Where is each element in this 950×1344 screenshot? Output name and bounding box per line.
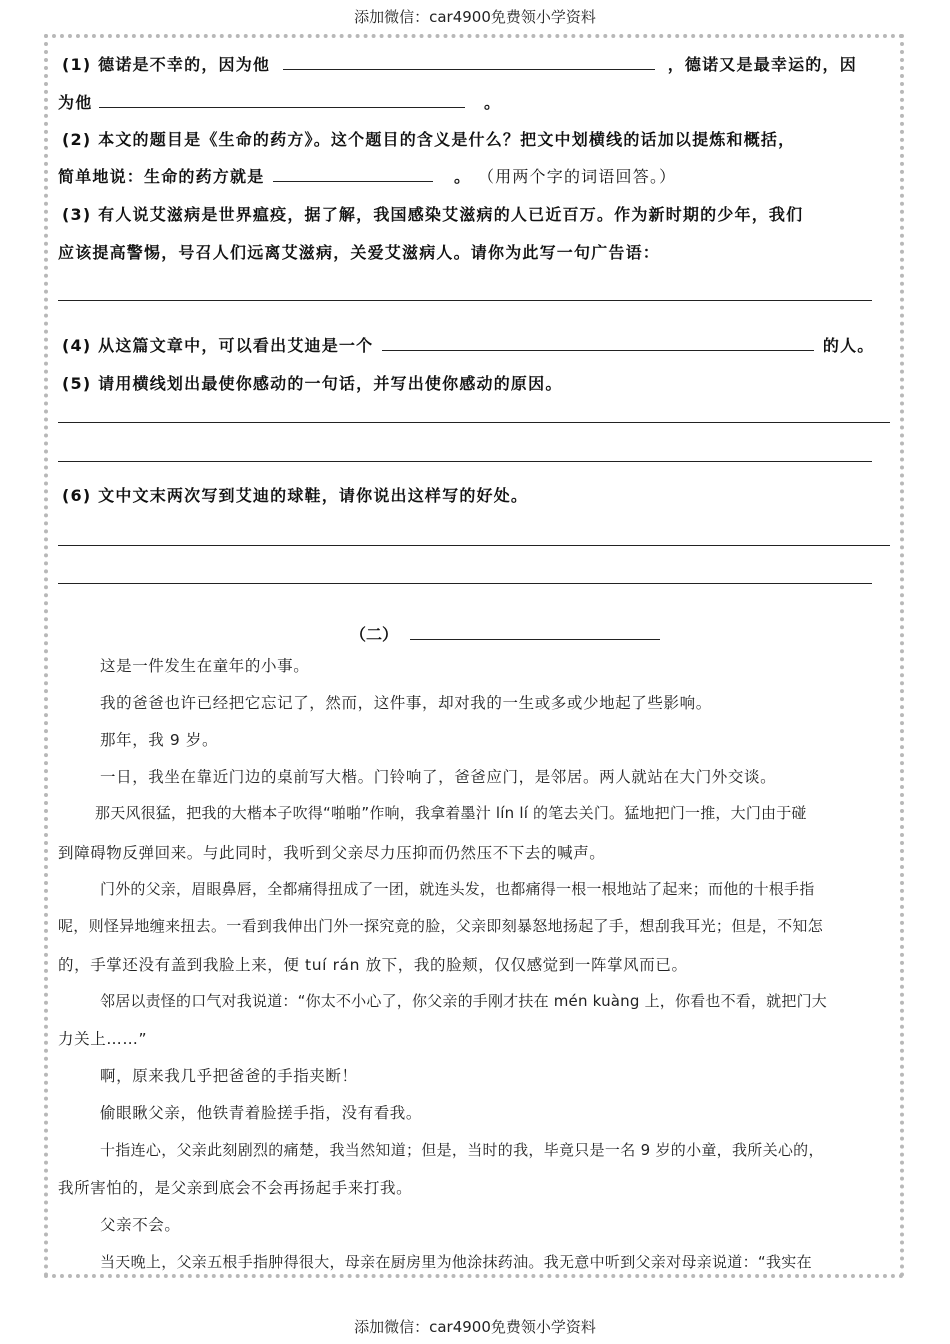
passage-paragraph: 啊，原来我几乎把爸爸的手指夹断！ (100, 1067, 358, 1085)
passage-paragraph-continued: 呢，则怪异地缠来扭去。一看到我伸出门外一探究竟的脸，父亲即刻暴怒地扬起了手，想刮我耳光；但是，不知怎 (58, 917, 824, 935)
question-2-line-1: (2) 本文的题目是《生命的药方》。这个题目的含义是什么？把文中划横线的话加以提炼和概括， (62, 130, 796, 149)
page-header-watermark: 添加微信：car4900免费领小学资料 (354, 8, 596, 26)
question-3-line-1: (3) 有人说艾滋病是世界瘟疫，据了解，我国感染艾滋病的人已近百万。作为新时期的少年，我们 (62, 205, 804, 224)
passage-paragraph-continued: 力关上……” (58, 1030, 148, 1048)
question-4-blank[interactable] (382, 336, 814, 351)
section-2-label: （二） (350, 625, 399, 644)
page-footer-watermark: 添加微信：car4900免费领小学资料 (354, 1318, 596, 1336)
passage-paragraph-continued: 我所害怕的，是父亲到底会不会再扬起手来打我。 (58, 1179, 413, 1197)
passage-paragraph: 门外的父亲，眉眼鼻唇，全都痛得扭成了一团，就连头发，也都痛得一根一根地站了起来；而他的十根手指 (100, 880, 815, 898)
question-4-line (62, 333, 875, 356)
passage-paragraph-continued: 到障碍物反弹回来。与此同时，我听到父亲尽力压抑而仍然压不下去的喊声。 (58, 844, 606, 862)
passage-paragraph: 当天晚上，父亲五根手指肿得很大，母亲在厨房里为他涂抹药油。我无意中听到父亲对母亲说道：“我实在 (100, 1253, 812, 1271)
question-5-answer-line-1[interactable] (58, 422, 890, 423)
question-6-answer-line-1[interactable] (58, 545, 890, 546)
question-3-line-2: 应该提高警惕，号召人们远离艾滋病，关爱艾滋病人。请你为此写一句广告语： (58, 243, 661, 262)
section-2-title (350, 622, 660, 645)
question-4-text-a: (4) 从这篇文章中，可以看出艾迪是一个 (62, 336, 374, 355)
passage-paragraph-continued: 的，手掌还没有盖到我脸上来，便 tuí rán 放下，我的脸颊，仅仅感觉到一阵掌风而已。 (58, 956, 688, 974)
question-1-blank-1[interactable] (283, 55, 655, 70)
passage-paragraph: 一日，我坐在靠近门边的桌前写大楷。门铃响了，爸爸应门，是邻居。两人就站在大门外交谈。 (100, 768, 777, 786)
section-2-title-blank[interactable] (410, 625, 660, 640)
passage-paragraph: 邻居以责怪的口气对我说道：“你太不小心了，你父亲的手刚才扶在 mén kuàng 上，你看也不看，就把门大 (100, 992, 827, 1010)
question-6-line: (6) 文中文末两次写到艾迪的球鞋，请你说出这样写的好处。 (62, 486, 529, 505)
question-1-line-1 (62, 52, 857, 75)
passage-paragraph: 那天风很猛，把我的大楷本子吹得“啪啪”作响，我拿着墨汁 lín lí 的笔去关门。猛地把门一推，大门由于碰 (95, 804, 807, 822)
question-5-line: (5) 请用横线划出最使你感动的一句话，并写出使你感动的原因。 (62, 374, 563, 393)
question-2-text-b: 简单地说：生命的药方就是 (58, 167, 265, 186)
passage-paragraph: 父亲不会。 (100, 1216, 181, 1234)
question-5-answer-line-2[interactable] (58, 461, 872, 462)
question-6-answer-line-2[interactable] (58, 583, 872, 584)
question-2-blank[interactable] (273, 167, 433, 182)
passage-paragraph: 我的爸爸也许已经把它忘记了，然而，这件事，却对我的一生或多或少地起了些影响。 (100, 694, 712, 712)
question-1-line-2 (58, 90, 501, 113)
passage-paragraph: 十指连心，父亲此刻剧烈的痛楚，我当然知道；但是，当时的我，毕竟只是一名 9 岁的小童，我所关心的， (100, 1141, 824, 1159)
passage-paragraph: 偷眼瞅父亲，他铁青着脸搓手指，没有看我。 (100, 1104, 423, 1122)
question-3-answer-line[interactable] (58, 300, 872, 301)
passage-paragraph: 这是一件发生在童年的小事。 (100, 657, 310, 675)
question-1-text-c: 为他 (58, 93, 93, 112)
question-2-text-c: 。 (453, 167, 472, 186)
question-2-line-2 (58, 164, 676, 187)
passage-paragraph: 那年，我 9 岁。 (100, 731, 219, 749)
question-2-note: （用两个字的词语回答。） (477, 167, 677, 186)
question-1-text-a: (1) 德诺是不幸的，因为他 (62, 55, 271, 74)
question-1-blank-2[interactable] (99, 93, 465, 108)
question-4-text-b: 的人。 (822, 336, 875, 355)
question-1-text-b: ，德诺又是最幸运的，因 (667, 55, 857, 74)
question-1-text-d: 。 (483, 93, 502, 112)
